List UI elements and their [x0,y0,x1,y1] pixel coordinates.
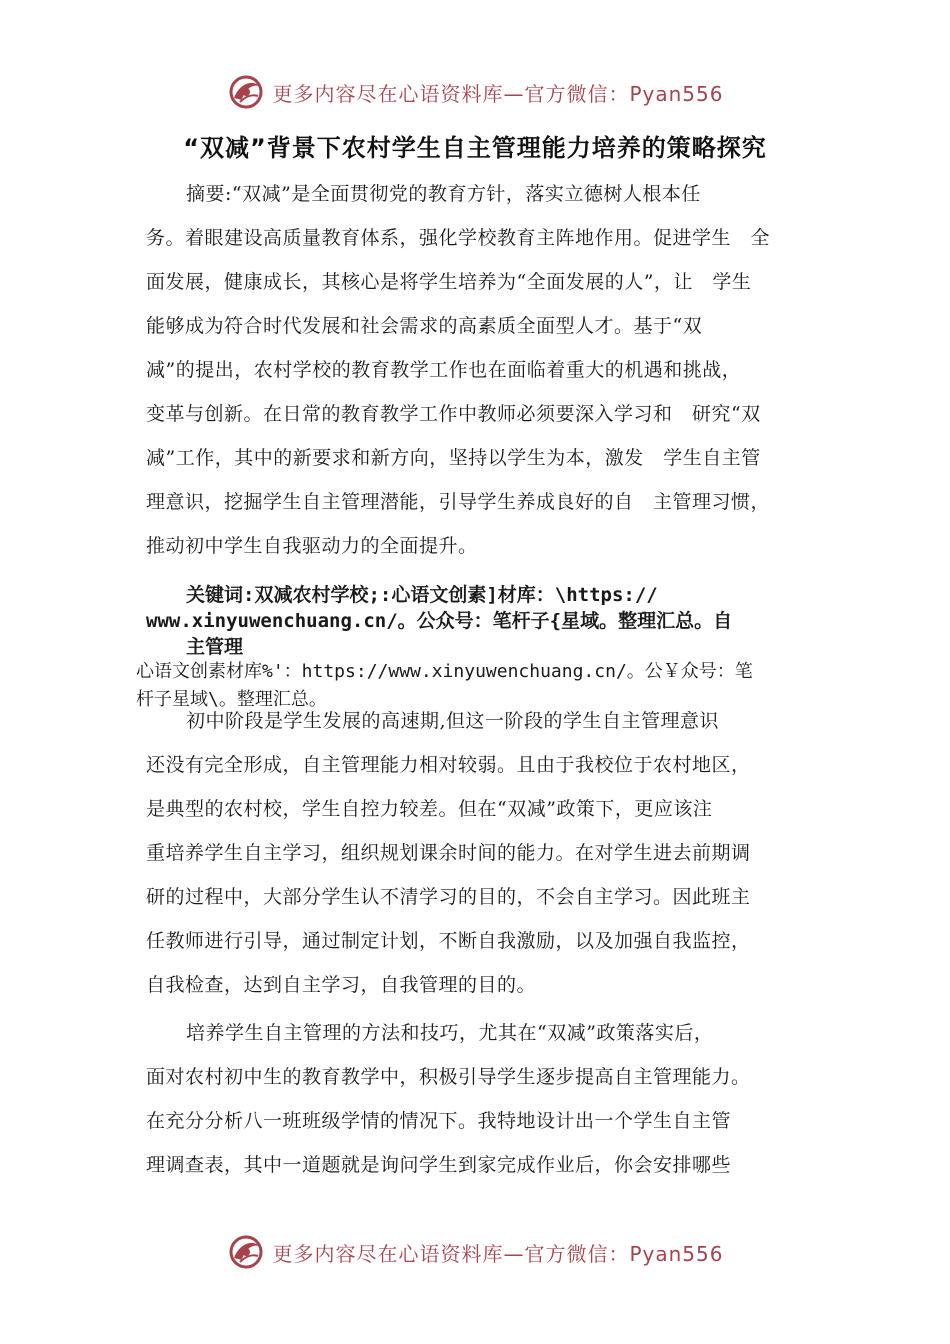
watermark-line: 心语文创素材库%'：https://www.xinyuwenchuang.cn/。公￥众号：笔 [136,661,753,682]
text-line: 自我检查，达到自主学习，自我管理的目的。 [146,974,537,996]
text-line: 能够成为符合时代发展和社会需求的高素质全面型人才。基于“双 [146,315,703,337]
header-banner [0,70,950,114]
text-line: 培养学生自主管理的方法和技巧，尤其在“双减”政策落实后， [186,1022,714,1044]
text-line: 减”的提出，农村学校的教育教学工作也在面临着重大的机遇和挑战， [146,359,742,381]
text-line: 任教师进行引导，通过制定计划，不断自我激励，以及加强自我监控， [146,930,751,952]
document-title: “双减”背景下农村学生自主管理能力培养的策略探究 [183,134,767,162]
keywords-line: www.xinyuwenchuang.cn/。公众号：笔杆子{星域。整理汇总。自 [146,610,733,632]
keywords-block [146,582,826,660]
text-line: 摘要:“双减”是全面贯彻党的教育方针，落实立德树人根本任 [186,183,701,205]
text-line: 在充分分析八一班班级学情的情况下。我特地设计出一个学生自主管 [146,1110,732,1132]
watermark-line: 杆子星域\。整理汇总。 [136,689,327,710]
text-line: 初中阶段是学生发展的高速期,但这一阶段的学生自主管理意识 [186,710,720,732]
abstract-paragraph [146,172,806,568]
text-line: 还没有完全形成，自主管理能力相对较弱。且由于我校位于农村地区， [146,754,751,776]
body-paragraph-1 [146,699,806,1007]
banner-text: 更多内容尽在心语资料库—官方微信：Pyan556 [272,81,724,106]
body-paragraph-2 [146,1011,806,1187]
text-line: 面发展，健康成长，其核心是将学生培养为“全面发展的人”，让 学生 [146,271,752,293]
banner-text: 更多内容尽在心语资料库—官方微信：Pyan556 [272,1241,724,1266]
swirl-logo-icon [226,1232,266,1272]
text-line: 推动初中学生自我驱动力的全面提升。 [146,535,478,557]
text-line: 减”工作，其中的新要求和新方向，坚持以学生为本，激发 学生自主管 [146,447,761,469]
text-line: 理意识，挖掘学生自主管理潜能，引导学生养成良好的自 主管理习惯， [146,491,771,513]
keywords-line: 主管理 [186,636,244,658]
footer-banner [0,1230,950,1274]
text-line: 研的过程中，大部分学生认不清学习的目的，不会自主学习。因此班主 [146,886,751,908]
text-line: 理调查表，其中一道题就是询问学生到家完成作业后，你会安排哪些 [146,1154,732,1176]
text-line: 变革与创新。在日常的教育教学工作中教师必须要深入学习和 研究“双 [146,403,761,425]
text-line: 是典型的农村校，学生自控力较差。但在“双减”政策下，更应该注 [146,798,713,820]
keywords-line: 关键词:双减农村学校;:心语文创素]材库：\https:// [186,584,658,606]
swirl-logo-icon [226,72,266,112]
text-line: 务。着眼建设高质量教育体系，强化学校教育主阵地作用。促进学生 全 [146,227,771,249]
text-line: 重培养学生自主学习，组织规划课余时间的能力。在对学生进去前期调 [146,842,751,864]
text-line: 面对农村初中生的教育教学中，积极引导学生逐步提高自主管理能力。 [146,1066,751,1088]
